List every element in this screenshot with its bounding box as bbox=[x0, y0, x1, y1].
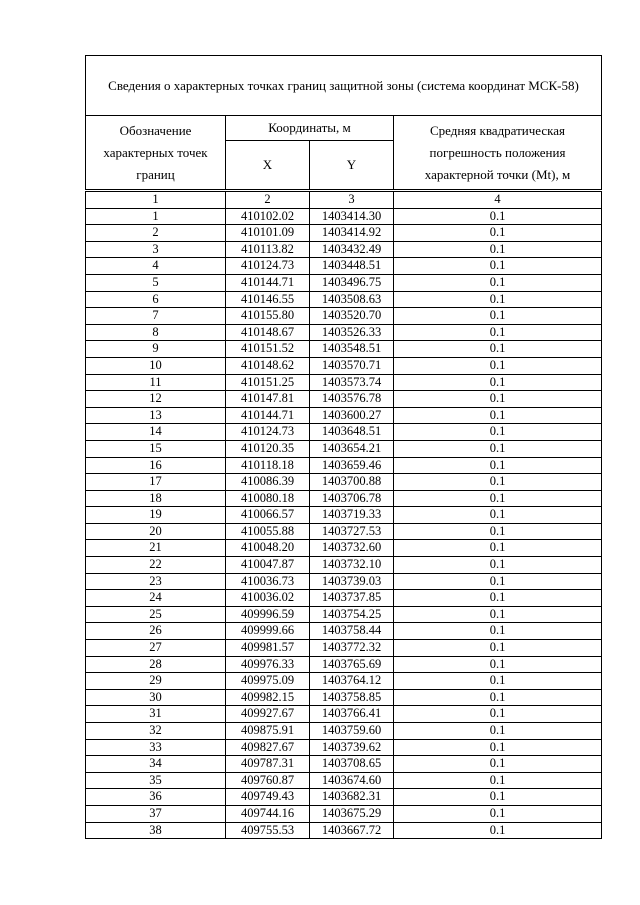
table-row bbox=[86, 440, 602, 457]
x-coordinate-cell: 410144.71 bbox=[226, 407, 310, 424]
table-row bbox=[86, 822, 602, 839]
error-cell: 0.1 bbox=[394, 756, 602, 773]
y-coordinate-cell: 1403520.70 bbox=[310, 308, 394, 325]
error-cell: 0.1 bbox=[394, 341, 602, 358]
x-coordinate-cell: 410047.87 bbox=[226, 557, 310, 574]
error-cell: 0.1 bbox=[394, 573, 602, 590]
point-number-cell: 4 bbox=[86, 258, 226, 275]
y-coordinate-cell: 1403414.92 bbox=[310, 225, 394, 242]
column-number: 4 bbox=[394, 191, 602, 209]
table-row bbox=[86, 341, 602, 358]
point-number-cell: 16 bbox=[86, 457, 226, 474]
error-cell: 0.1 bbox=[394, 623, 602, 640]
x-coordinate-cell: 410048.20 bbox=[226, 540, 310, 557]
point-number-cell: 12 bbox=[86, 391, 226, 408]
y-coordinate-cell: 1403508.63 bbox=[310, 291, 394, 308]
error-cell: 0.1 bbox=[394, 440, 602, 457]
table-row bbox=[86, 590, 602, 607]
error-cell: 0.1 bbox=[394, 324, 602, 341]
table-row bbox=[86, 557, 602, 574]
point-number-cell: 21 bbox=[86, 540, 226, 557]
x-coordinate-cell: 409749.43 bbox=[226, 789, 310, 806]
error-cell: 0.1 bbox=[394, 723, 602, 740]
point-number-cell: 31 bbox=[86, 706, 226, 723]
x-coordinate-cell: 409755.53 bbox=[226, 822, 310, 839]
point-number-cell: 10 bbox=[86, 357, 226, 374]
table-row bbox=[86, 324, 602, 341]
x-coordinate-cell: 409975.09 bbox=[226, 673, 310, 690]
x-coordinate-cell: 409976.33 bbox=[226, 656, 310, 673]
y-coordinate-cell: 1403414.30 bbox=[310, 208, 394, 225]
table-row bbox=[86, 573, 602, 590]
y-coordinate-cell: 1403496.75 bbox=[310, 274, 394, 291]
error-cell: 0.1 bbox=[394, 789, 602, 806]
point-number-cell: 24 bbox=[86, 590, 226, 607]
header-y: Y bbox=[310, 141, 394, 191]
x-coordinate-cell: 410124.73 bbox=[226, 424, 310, 441]
error-cell: 0.1 bbox=[394, 689, 602, 706]
header-point-designation: Обозначение характерных точек границ bbox=[86, 116, 226, 191]
y-coordinate-cell: 1403754.25 bbox=[310, 606, 394, 623]
table-row bbox=[86, 474, 602, 491]
table-row bbox=[86, 291, 602, 308]
y-coordinate-cell: 1403727.53 bbox=[310, 523, 394, 540]
x-coordinate-cell: 410036.73 bbox=[226, 573, 310, 590]
x-coordinate-cell: 409827.67 bbox=[226, 739, 310, 756]
table-row bbox=[86, 723, 602, 740]
x-coordinate-cell: 410066.57 bbox=[226, 507, 310, 524]
y-coordinate-cell: 1403682.31 bbox=[310, 789, 394, 806]
table-row bbox=[86, 656, 602, 673]
point-number-cell: 23 bbox=[86, 573, 226, 590]
y-coordinate-cell: 1403708.65 bbox=[310, 756, 394, 773]
table-row bbox=[86, 523, 602, 540]
x-coordinate-cell: 410055.88 bbox=[226, 523, 310, 540]
y-coordinate-cell: 1403758.44 bbox=[310, 623, 394, 640]
x-coordinate-cell: 410102.02 bbox=[226, 208, 310, 225]
table-row bbox=[86, 357, 602, 374]
header-x: X bbox=[226, 141, 310, 191]
x-coordinate-cell: 409875.91 bbox=[226, 723, 310, 740]
column-number: 2 bbox=[226, 191, 310, 209]
y-coordinate-cell: 1403600.27 bbox=[310, 407, 394, 424]
table-row bbox=[86, 739, 602, 756]
table-row bbox=[86, 772, 602, 789]
point-number-cell: 8 bbox=[86, 324, 226, 341]
point-number-cell: 25 bbox=[86, 606, 226, 623]
y-coordinate-cell: 1403732.10 bbox=[310, 557, 394, 574]
error-cell: 0.1 bbox=[394, 523, 602, 540]
point-number-cell: 18 bbox=[86, 490, 226, 507]
coordinates-table bbox=[85, 55, 602, 839]
point-number-cell: 9 bbox=[86, 341, 226, 358]
point-number-cell: 20 bbox=[86, 523, 226, 540]
point-number-cell: 28 bbox=[86, 656, 226, 673]
table-row bbox=[86, 623, 602, 640]
y-coordinate-cell: 1403667.72 bbox=[310, 822, 394, 839]
point-number-cell: 6 bbox=[86, 291, 226, 308]
point-number-cell: 32 bbox=[86, 723, 226, 740]
column-number: 3 bbox=[310, 191, 394, 209]
point-number-cell: 34 bbox=[86, 756, 226, 773]
y-coordinate-cell: 1403766.41 bbox=[310, 706, 394, 723]
error-cell: 0.1 bbox=[394, 374, 602, 391]
point-number-cell: 2 bbox=[86, 225, 226, 242]
table-row bbox=[86, 424, 602, 441]
x-coordinate-cell: 409982.15 bbox=[226, 689, 310, 706]
point-number-cell: 37 bbox=[86, 805, 226, 822]
y-coordinate-cell: 1403432.49 bbox=[310, 241, 394, 258]
x-coordinate-cell: 409981.57 bbox=[226, 640, 310, 657]
table-row bbox=[86, 274, 602, 291]
table-row bbox=[86, 606, 602, 623]
point-number-cell: 13 bbox=[86, 407, 226, 424]
column-number: 1 bbox=[86, 191, 226, 209]
y-coordinate-cell: 1403732.60 bbox=[310, 540, 394, 557]
error-cell: 0.1 bbox=[394, 606, 602, 623]
error-cell: 0.1 bbox=[394, 706, 602, 723]
table-row bbox=[86, 391, 602, 408]
y-coordinate-cell: 1403675.29 bbox=[310, 805, 394, 822]
error-cell: 0.1 bbox=[394, 474, 602, 491]
point-number-cell: 38 bbox=[86, 822, 226, 839]
y-coordinate-cell: 1403674.60 bbox=[310, 772, 394, 789]
column-number-row bbox=[86, 191, 602, 209]
error-cell: 0.1 bbox=[394, 457, 602, 474]
error-cell: 0.1 bbox=[394, 208, 602, 225]
table-row bbox=[86, 789, 602, 806]
error-cell: 0.1 bbox=[394, 241, 602, 258]
y-coordinate-cell: 1403719.33 bbox=[310, 507, 394, 524]
x-coordinate-cell: 410086.39 bbox=[226, 474, 310, 491]
error-cell: 0.1 bbox=[394, 772, 602, 789]
y-coordinate-cell: 1403654.21 bbox=[310, 440, 394, 457]
error-cell: 0.1 bbox=[394, 673, 602, 690]
y-coordinate-cell: 1403706.78 bbox=[310, 490, 394, 507]
error-cell: 0.1 bbox=[394, 424, 602, 441]
x-coordinate-cell: 409787.31 bbox=[226, 756, 310, 773]
error-cell: 0.1 bbox=[394, 291, 602, 308]
y-coordinate-cell: 1403739.62 bbox=[310, 739, 394, 756]
x-coordinate-cell: 410080.18 bbox=[226, 490, 310, 507]
point-number-cell: 3 bbox=[86, 241, 226, 258]
error-cell: 0.1 bbox=[394, 590, 602, 607]
table-row bbox=[86, 258, 602, 275]
y-coordinate-cell: 1403700.88 bbox=[310, 474, 394, 491]
error-cell: 0.1 bbox=[394, 258, 602, 275]
error-cell: 0.1 bbox=[394, 225, 602, 242]
table-row bbox=[86, 308, 602, 325]
point-number-cell: 33 bbox=[86, 739, 226, 756]
y-coordinate-cell: 1403548.51 bbox=[310, 341, 394, 358]
x-coordinate-cell: 410148.67 bbox=[226, 324, 310, 341]
x-coordinate-cell: 409744.16 bbox=[226, 805, 310, 822]
error-cell: 0.1 bbox=[394, 557, 602, 574]
y-coordinate-cell: 1403570.71 bbox=[310, 357, 394, 374]
point-number-cell: 29 bbox=[86, 673, 226, 690]
point-number-cell: 19 bbox=[86, 507, 226, 524]
error-cell: 0.1 bbox=[394, 357, 602, 374]
point-number-cell: 27 bbox=[86, 640, 226, 657]
header-coordinates: Координаты, м bbox=[226, 116, 394, 141]
y-coordinate-cell: 1403576.78 bbox=[310, 391, 394, 408]
x-coordinate-cell: 410155.80 bbox=[226, 308, 310, 325]
y-coordinate-cell: 1403648.51 bbox=[310, 424, 394, 441]
point-number-cell: 26 bbox=[86, 623, 226, 640]
x-coordinate-cell: 409996.59 bbox=[226, 606, 310, 623]
x-coordinate-cell: 410124.73 bbox=[226, 258, 310, 275]
point-number-cell: 22 bbox=[86, 557, 226, 574]
error-cell: 0.1 bbox=[394, 540, 602, 557]
point-number-cell: 1 bbox=[86, 208, 226, 225]
error-cell: 0.1 bbox=[394, 805, 602, 822]
point-number-cell: 36 bbox=[86, 789, 226, 806]
table-row bbox=[86, 407, 602, 424]
point-number-cell: 14 bbox=[86, 424, 226, 441]
table-row bbox=[86, 706, 602, 723]
y-coordinate-cell: 1403739.03 bbox=[310, 573, 394, 590]
x-coordinate-cell: 410036.02 bbox=[226, 590, 310, 607]
y-coordinate-cell: 1403764.12 bbox=[310, 673, 394, 690]
y-coordinate-cell: 1403759.60 bbox=[310, 723, 394, 740]
error-cell: 0.1 bbox=[394, 391, 602, 408]
table-row bbox=[86, 689, 602, 706]
error-cell: 0.1 bbox=[394, 822, 602, 839]
x-coordinate-cell: 410113.82 bbox=[226, 241, 310, 258]
error-cell: 0.1 bbox=[394, 274, 602, 291]
y-coordinate-cell: 1403737.85 bbox=[310, 590, 394, 607]
x-coordinate-cell: 410151.52 bbox=[226, 341, 310, 358]
point-number-cell: 11 bbox=[86, 374, 226, 391]
table-row bbox=[86, 673, 602, 690]
table-row bbox=[86, 640, 602, 657]
x-coordinate-cell: 410101.09 bbox=[226, 225, 310, 242]
table-row bbox=[86, 225, 602, 242]
table-row bbox=[86, 374, 602, 391]
error-cell: 0.1 bbox=[394, 507, 602, 524]
x-coordinate-cell: 410118.18 bbox=[226, 457, 310, 474]
table-row bbox=[86, 208, 602, 225]
y-coordinate-cell: 1403659.46 bbox=[310, 457, 394, 474]
y-coordinate-cell: 1403448.51 bbox=[310, 258, 394, 275]
y-coordinate-cell: 1403526.33 bbox=[310, 324, 394, 341]
x-coordinate-cell: 410151.25 bbox=[226, 374, 310, 391]
x-coordinate-cell: 409999.66 bbox=[226, 623, 310, 640]
x-coordinate-cell: 410120.35 bbox=[226, 440, 310, 457]
error-cell: 0.1 bbox=[394, 407, 602, 424]
y-coordinate-cell: 1403772.32 bbox=[310, 640, 394, 657]
table-row bbox=[86, 756, 602, 773]
table-title: Сведения о характерных точках границ защитной зоны (система координат МСК-58) bbox=[86, 56, 602, 116]
table-row bbox=[86, 540, 602, 557]
point-number-cell: 7 bbox=[86, 308, 226, 325]
table-row bbox=[86, 507, 602, 524]
point-number-cell: 17 bbox=[86, 474, 226, 491]
x-coordinate-cell: 410147.81 bbox=[226, 391, 310, 408]
error-cell: 0.1 bbox=[394, 739, 602, 756]
point-number-cell: 5 bbox=[86, 274, 226, 291]
header-mean-square-error: Средняя квадратическая погрешность положения характерной точки (Mt), м bbox=[394, 116, 602, 191]
error-cell: 0.1 bbox=[394, 640, 602, 657]
error-cell: 0.1 bbox=[394, 308, 602, 325]
x-coordinate-cell: 410144.71 bbox=[226, 274, 310, 291]
y-coordinate-cell: 1403573.74 bbox=[310, 374, 394, 391]
error-cell: 0.1 bbox=[394, 656, 602, 673]
document-page bbox=[85, 55, 601, 839]
table-row bbox=[86, 805, 602, 822]
table-row bbox=[86, 490, 602, 507]
y-coordinate-cell: 1403765.69 bbox=[310, 656, 394, 673]
x-coordinate-cell: 410146.55 bbox=[226, 291, 310, 308]
x-coordinate-cell: 409760.87 bbox=[226, 772, 310, 789]
point-number-cell: 30 bbox=[86, 689, 226, 706]
error-cell: 0.1 bbox=[394, 490, 602, 507]
x-coordinate-cell: 410148.62 bbox=[226, 357, 310, 374]
point-number-cell: 35 bbox=[86, 772, 226, 789]
table-row bbox=[86, 457, 602, 474]
point-number-cell: 15 bbox=[86, 440, 226, 457]
y-coordinate-cell: 1403758.85 bbox=[310, 689, 394, 706]
table-row bbox=[86, 241, 602, 258]
x-coordinate-cell: 409927.67 bbox=[226, 706, 310, 723]
